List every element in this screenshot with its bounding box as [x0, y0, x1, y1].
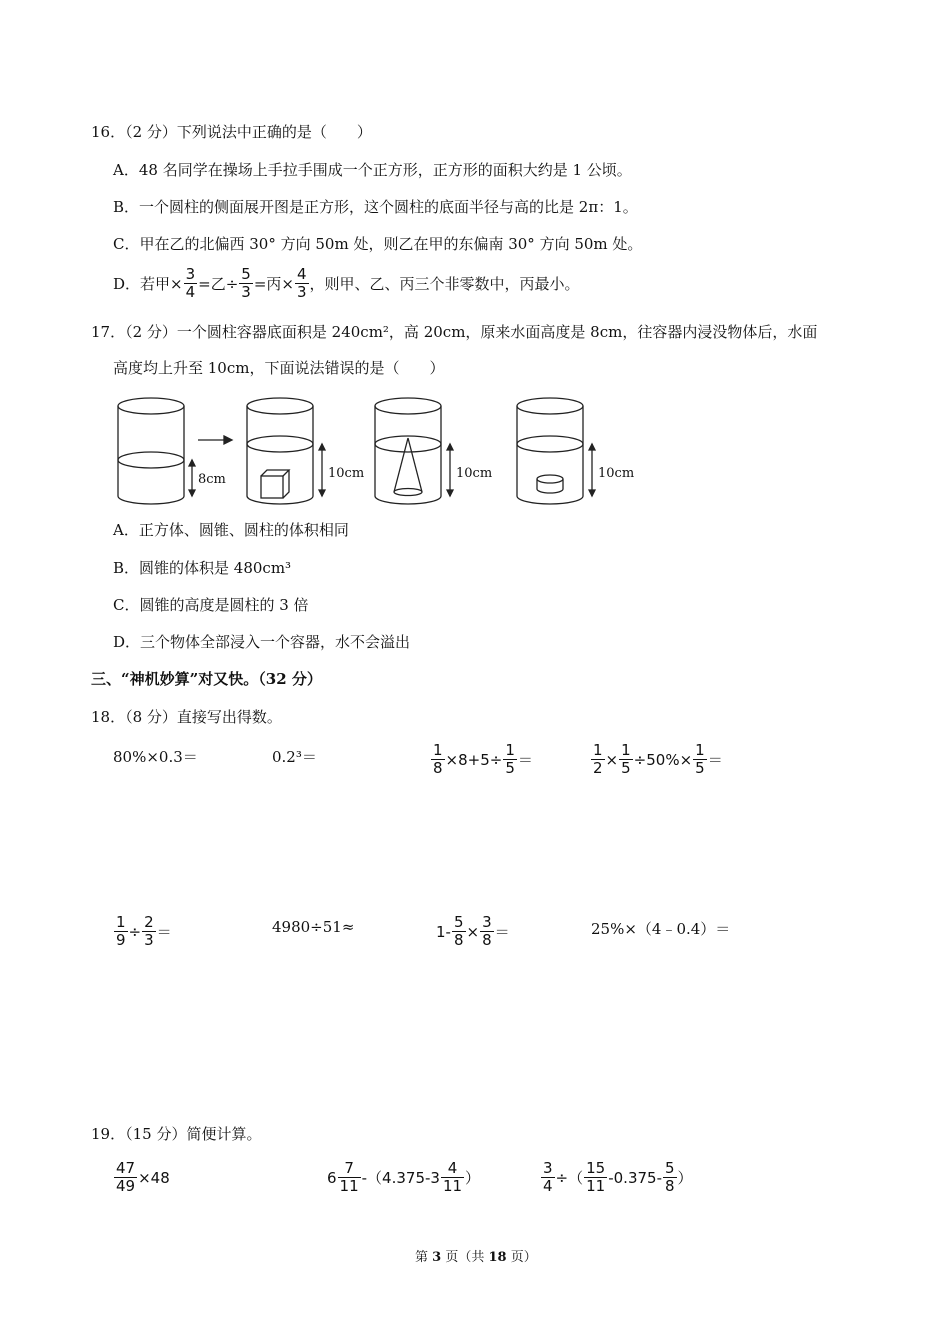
close-paren: ） [465, 1169, 481, 1187]
fraction [441, 1160, 464, 1195]
q18-expr-5 [113, 914, 172, 949]
denominator: 8 [433, 759, 443, 777]
operator-text: ÷（ [555, 1169, 584, 1187]
fraction [114, 1160, 137, 1195]
fraction [452, 914, 466, 949]
fraction [541, 1160, 555, 1195]
denominator: 5 [621, 759, 631, 777]
whole-number: 6 [327, 1168, 337, 1187]
q19-expr-1 [113, 1160, 170, 1195]
water-height-label: 8cm [198, 472, 226, 487]
denominator: 11 [339, 1177, 359, 1195]
fraction [239, 266, 253, 301]
q19-expr-3 [540, 1160, 693, 1195]
section-title: 三、“神机妙算”对又快。（32 分） [91, 670, 322, 688]
q18-expr-8: 25%×（4﹣0.4）＝ [591, 920, 731, 938]
q16-option-b: B．一个圆柱的侧面展开图是正方形，这个圆柱的底面半径与高的比是 2π：1。 [113, 198, 638, 216]
q16-d-mid1: =乙÷ [198, 274, 239, 293]
q17-option-c: C．圆锥的高度是圆柱的 3 倍 [113, 596, 309, 614]
q18-expr-2: 0.2³＝ [272, 748, 317, 766]
equals-sign: ＝ [156, 923, 172, 941]
fraction [503, 742, 517, 777]
denominator: 3 [241, 283, 251, 301]
fraction [591, 742, 605, 777]
numerator: 2 [144, 913, 154, 931]
denominator: 8 [482, 931, 492, 949]
numerator: 1 [593, 741, 603, 759]
numerator: 3 [185, 265, 196, 283]
denominator: 3 [296, 283, 307, 301]
q19-expr-2 [327, 1160, 480, 1195]
denominator: 4 [543, 1177, 553, 1195]
q18-expr-4 [590, 742, 723, 777]
operator-text: -0.375- [608, 1168, 662, 1187]
fraction [480, 914, 494, 949]
denominator: 11 [442, 1177, 463, 1195]
total-pages: 18 [488, 1250, 507, 1265]
q17-stem-line2: 高度均上升至 10cm，下面说法错误的是（ ） [113, 359, 445, 377]
fraction [338, 1160, 361, 1195]
fraction [431, 742, 445, 777]
denominator: 5 [505, 759, 515, 777]
operator-text: × [466, 922, 480, 941]
denominator: 49 [116, 1177, 136, 1195]
q16-d-mid2: =丙× [253, 274, 294, 293]
fraction [693, 742, 707, 777]
numerator: 4 [447, 1159, 458, 1177]
water-height-label: 10cm [328, 466, 365, 481]
numerator: 5 [453, 913, 464, 931]
fraction [584, 1160, 607, 1195]
numerator: 4 [296, 265, 307, 283]
q18-expr-6: 4980÷51≈ [272, 918, 355, 936]
footer-text: 页（共 [445, 1250, 485, 1265]
operator-text: × [605, 750, 619, 769]
fraction [142, 914, 156, 949]
denominator: 9 [116, 931, 126, 949]
equals-sign: ＝ [517, 751, 533, 769]
operator-text: ÷ [128, 922, 142, 941]
denominator: 8 [453, 931, 464, 949]
fraction [663, 1160, 677, 1195]
fraction [619, 742, 633, 777]
fraction [295, 266, 309, 301]
numerator: 47 [116, 1159, 136, 1177]
operator-text: 1- [436, 922, 451, 941]
q16-stem: 16．（2 分）下列说法中正确的是（ ） [91, 123, 372, 141]
page-footer [415, 1246, 537, 1265]
numerator: 1 [433, 741, 443, 759]
q16-option-d [113, 266, 580, 301]
footer-text: 页） [510, 1250, 537, 1265]
q17-stem-line1: 17．（2 分）一个圆柱容器底面积是 240cm²，高 20cm，原来水面高度是 8cm，往容器内浸没物体后，水面 [91, 323, 818, 341]
numerator: 1 [505, 741, 515, 759]
q16-option-c: C．甲在乙的北偏西 30° 方向 50m 处，则乙在甲的东偏南 30° 方向 50m 处。 [113, 235, 643, 253]
q17-option-a: A．正方体、圆锥、圆柱的体积相同 [113, 521, 349, 539]
denominator: 8 [665, 1177, 675, 1195]
fraction [114, 914, 128, 949]
water-height-label: 10cm [456, 466, 493, 481]
denominator: 4 [185, 283, 196, 301]
denominator: 2 [593, 759, 603, 777]
numerator: 1 [695, 741, 705, 759]
numerator: 3 [543, 1159, 553, 1177]
denominator: 11 [586, 1177, 606, 1195]
footer-text: 第 [415, 1250, 429, 1265]
numerator: 3 [482, 913, 492, 931]
equals-sign: ＝ [494, 923, 510, 941]
q18-stem: 18．（8 分）直接写出得数。 [91, 708, 282, 726]
q17-option-d: D．三个物体全部浸入一个容器，水不会溢出 [113, 633, 411, 651]
close-paren: ） [677, 1169, 693, 1187]
page-number: 3 [432, 1250, 442, 1265]
operator-text: ×48 [138, 1168, 170, 1187]
numerator: 15 [586, 1159, 606, 1177]
denominator: 3 [144, 931, 154, 949]
numerator: 1 [621, 741, 631, 759]
operator-text: ×8+5÷ [445, 750, 503, 769]
equals-sign: ＝ [707, 751, 723, 769]
numerator: 5 [665, 1159, 675, 1177]
cylinder-containers-figure [110, 392, 670, 512]
q18-expr-7 [436, 914, 510, 949]
q18-expr-3 [430, 742, 533, 777]
fraction [184, 266, 198, 301]
operator-text: -（4.375-3 [361, 1169, 440, 1187]
q16-option-a: A．48 名同学在操场上手拉手围成一个正方形，正方形的面积大约是 1 公顷。 [113, 161, 632, 179]
numerator: 5 [241, 265, 251, 283]
q16-d-prefix: D．若甲× [113, 274, 183, 293]
numerator: 1 [116, 913, 126, 931]
q17-option-b: B．圆锥的体积是 480cm³ [113, 559, 292, 577]
q18-expr-1: 80%×0.3＝ [113, 748, 198, 766]
numerator: 7 [344, 1159, 354, 1177]
denominator: 5 [695, 759, 705, 777]
water-height-label: 10cm [598, 466, 635, 481]
q16-d-suffix: ，则甲、乙、丙三个非零数中，丙最小。 [309, 274, 580, 293]
q19-stem: 19．（15 分）简便计算。 [91, 1125, 262, 1143]
operator-text: ÷50%× [633, 750, 693, 769]
